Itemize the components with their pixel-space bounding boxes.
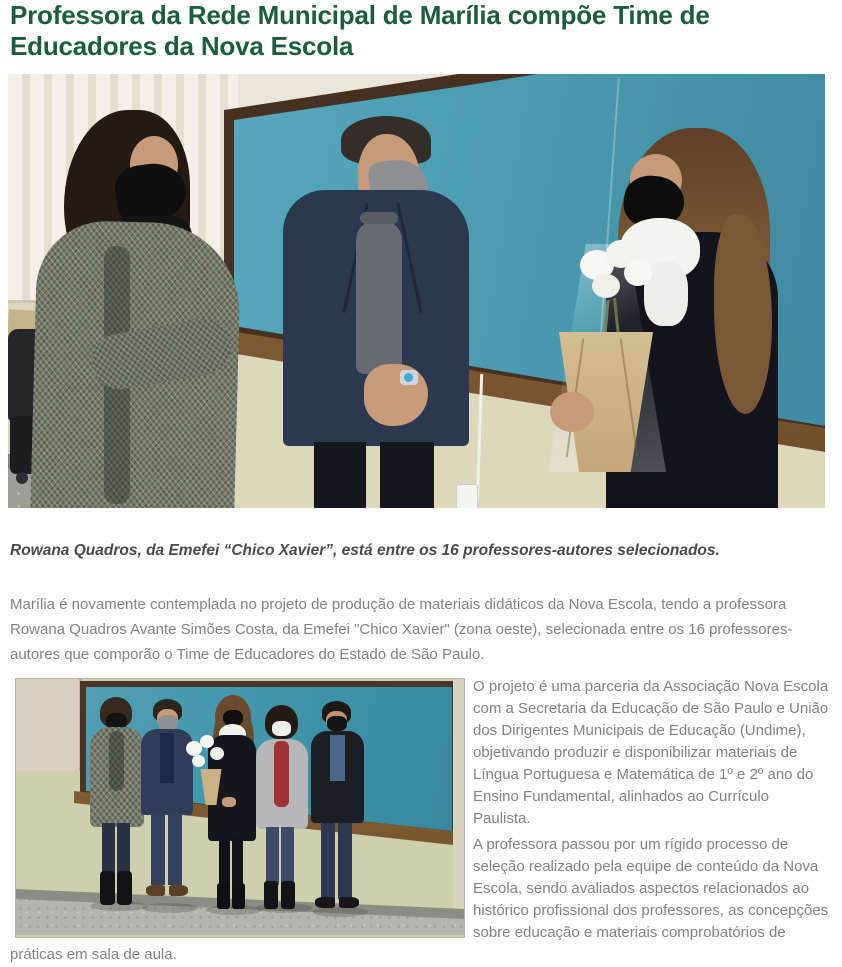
man-trouser-left <box>314 442 366 508</box>
fig4-jeans <box>281 827 294 885</box>
chair-wheel <box>16 472 28 484</box>
man-sweater <box>356 220 402 374</box>
sec-wall-right <box>453 679 464 935</box>
article-photo-main <box>8 74 825 508</box>
fig2-jeans <box>151 813 165 885</box>
fig5-shoe <box>339 897 359 908</box>
fig5-shoe <box>315 897 335 908</box>
fig2-shoe <box>146 885 165 896</box>
fig2-shirt <box>160 733 174 783</box>
man-collar <box>360 212 398 224</box>
fig3-leg <box>232 839 243 889</box>
article-photo-secondary <box>15 678 465 938</box>
fig1-jeans <box>117 823 130 875</box>
sec-wall-beige-corner <box>16 679 82 771</box>
fig1-boot <box>100 871 115 905</box>
fig5-mask <box>327 716 347 731</box>
article-paragraph-2: O projeto é uma parceria da Associação Nova Escola com a Secretaria da Educação de São Paulo e União dos Dirigentes Municipais de Educação (Undime), objetivando produzir e disponibilizar materiais de Língua Portuguesa e Matemática de 1º e 2º ano do Ensino Fundamental, alinhados ao Currículo Paulista. <box>473 678 829 827</box>
fig5-jeans <box>321 823 335 899</box>
article-title: Professora da Rede Municipal de Marília compõe Time de Educadores da Nova Escola <box>10 0 710 61</box>
fig3-hands <box>222 797 236 807</box>
bouquet-flower <box>592 274 620 298</box>
fig3-flower <box>192 755 205 767</box>
article-subtitle: Rowana Quadros, da Emefei “Chico Xavier”, está entre os 16 professores-autores selecionados. <box>10 542 720 559</box>
fig3-flower <box>210 747 224 760</box>
fig-shadow <box>312 907 368 917</box>
man-trouser-right <box>380 442 434 508</box>
fig4-boot <box>281 881 295 909</box>
fig5-shirt <box>330 735 345 781</box>
power-outlet <box>456 484 478 508</box>
fig4-boot <box>264 881 278 909</box>
fig2-jeans <box>168 813 182 885</box>
bouquet-flower <box>624 260 652 286</box>
fig2-mask <box>158 715 178 730</box>
fig5-jeans <box>338 823 352 899</box>
fig1-jeans <box>102 823 115 875</box>
article-body <box>0 666 842 966</box>
fig-shadow <box>142 903 198 913</box>
fig1-boot <box>117 871 132 905</box>
fig4-mask <box>272 721 291 736</box>
fig4-red-scarf <box>274 741 289 807</box>
fig3-boot <box>217 883 230 909</box>
fig4-jeans <box>266 827 279 885</box>
article-paragraph-1: Marília é novamente contemplada no projeto de produção de materiais didáticos da Nova Escola, tendo a professora Rowana Quadros Avante Simões Costa, da Emefei "Chico Xavier" (zona oeste), selecionada entre os 16 professores-autores que comporão o Time de Educadores do Estado de São Paulo. <box>10 596 793 663</box>
man-watch-face <box>404 373 413 382</box>
fig3-boot <box>232 883 245 909</box>
right-woman-hands <box>550 392 594 432</box>
fig3-leg <box>219 839 230 889</box>
fig2-shoe <box>169 885 188 896</box>
fig3-flower <box>200 735 214 748</box>
fig1-ruffle <box>109 731 124 791</box>
article-paragraph-3: A professora passou por um rígido processo de seleção realizado pela equipe de conteúdo da Nova Escola, sendo avaliados aspectos relacionados ao histórico profissional dos professores, as concepções sobre educação e materiais comprobatórios de práticas em sala de aula. <box>10 836 829 963</box>
